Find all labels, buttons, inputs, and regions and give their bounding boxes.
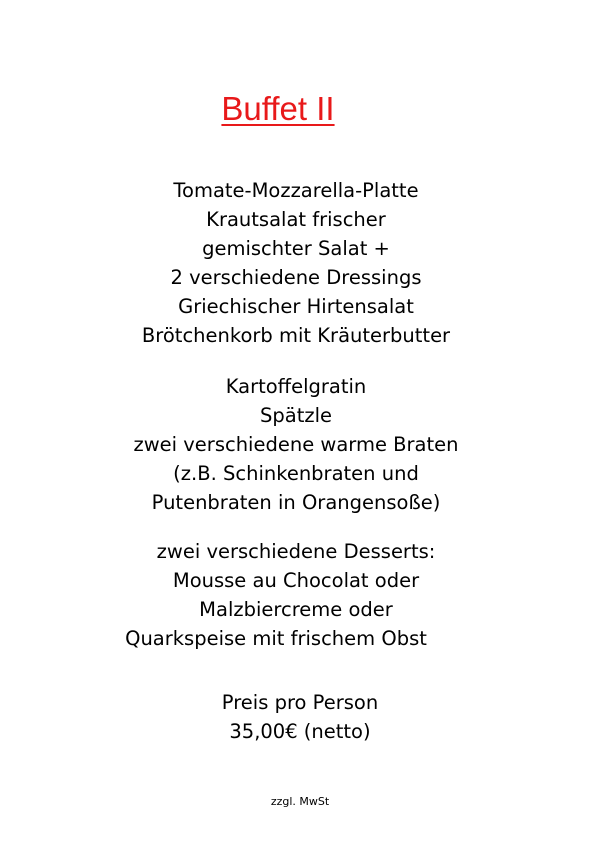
menu-line: zwei verschiedene Desserts: <box>156 540 436 563</box>
menu-line: Mousse au Chocolat oder <box>172 569 420 592</box>
menu-line: gemischter Salat + <box>202 237 390 260</box>
tax-note: zzgl. MwSt <box>270 795 330 808</box>
menu-line: Tomate-Mozzarella-Platte <box>173 179 419 202</box>
menu-line: Kartoffelgratin <box>225 375 367 398</box>
price-label: Preis pro Person <box>221 691 379 714</box>
menu-line: Malzbiercreme oder <box>199 598 393 621</box>
menu-line: Quarkspeise mit frischem Obst <box>125 627 427 650</box>
dessert-section <box>0 537 592 653</box>
menu-line: Brötchenkorb mit Kräuterbutter <box>141 324 451 347</box>
menu-line: (z.B. Schinkenbraten und <box>173 462 419 485</box>
menu-line: Krautsalat frischer <box>206 208 386 231</box>
menu-title: Buffet II <box>221 90 335 127</box>
menu-line: zwei verschiedene warme Braten <box>133 433 459 456</box>
starters-section <box>0 176 592 350</box>
menu-line: 2 verschiedene Dressings <box>170 266 422 289</box>
menu-line: Griechischer Hirtensalat <box>178 295 414 318</box>
menu-line: Putenbraten in Orangensoße) <box>151 491 441 514</box>
price-section <box>0 688 600 746</box>
menu-line: Spätzle <box>259 404 332 427</box>
price-value: 35,00€ (netto) <box>229 720 371 743</box>
main-course-section <box>0 372 592 517</box>
